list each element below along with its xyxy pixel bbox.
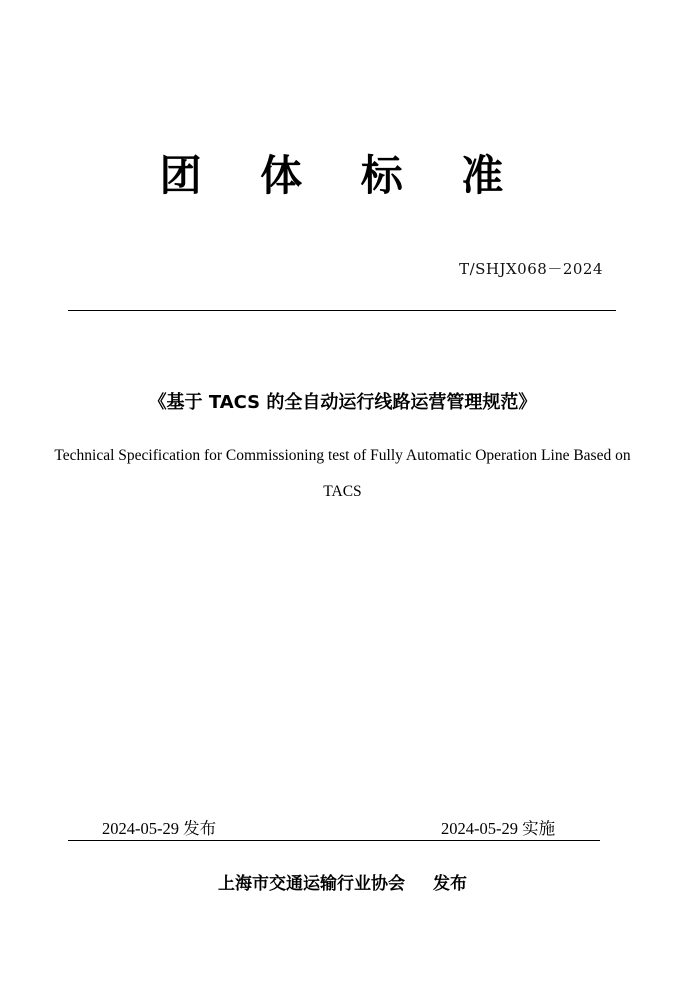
publisher-action: 发布 xyxy=(433,874,467,894)
publisher-line xyxy=(0,872,685,896)
publisher-organization: 上海市交通运输行业协会 xyxy=(218,874,405,894)
effective-date: 2024-05-29 实施 xyxy=(441,819,556,838)
chinese-document-title: 《基于 TACS 的全自动运行线路运营管理规范》 xyxy=(148,392,537,413)
top-divider xyxy=(68,310,616,311)
standard-code: T/SHJX068－2024 xyxy=(459,260,603,278)
document-category-title: 团 体 标 准 xyxy=(159,151,526,200)
publish-date: 2024-05-29 发布 xyxy=(102,819,217,838)
bottom-divider xyxy=(68,840,600,841)
english-document-title: Technical Specification for Commissioning test of Fully Automatic Operation Line Based on TACS xyxy=(54,447,631,500)
